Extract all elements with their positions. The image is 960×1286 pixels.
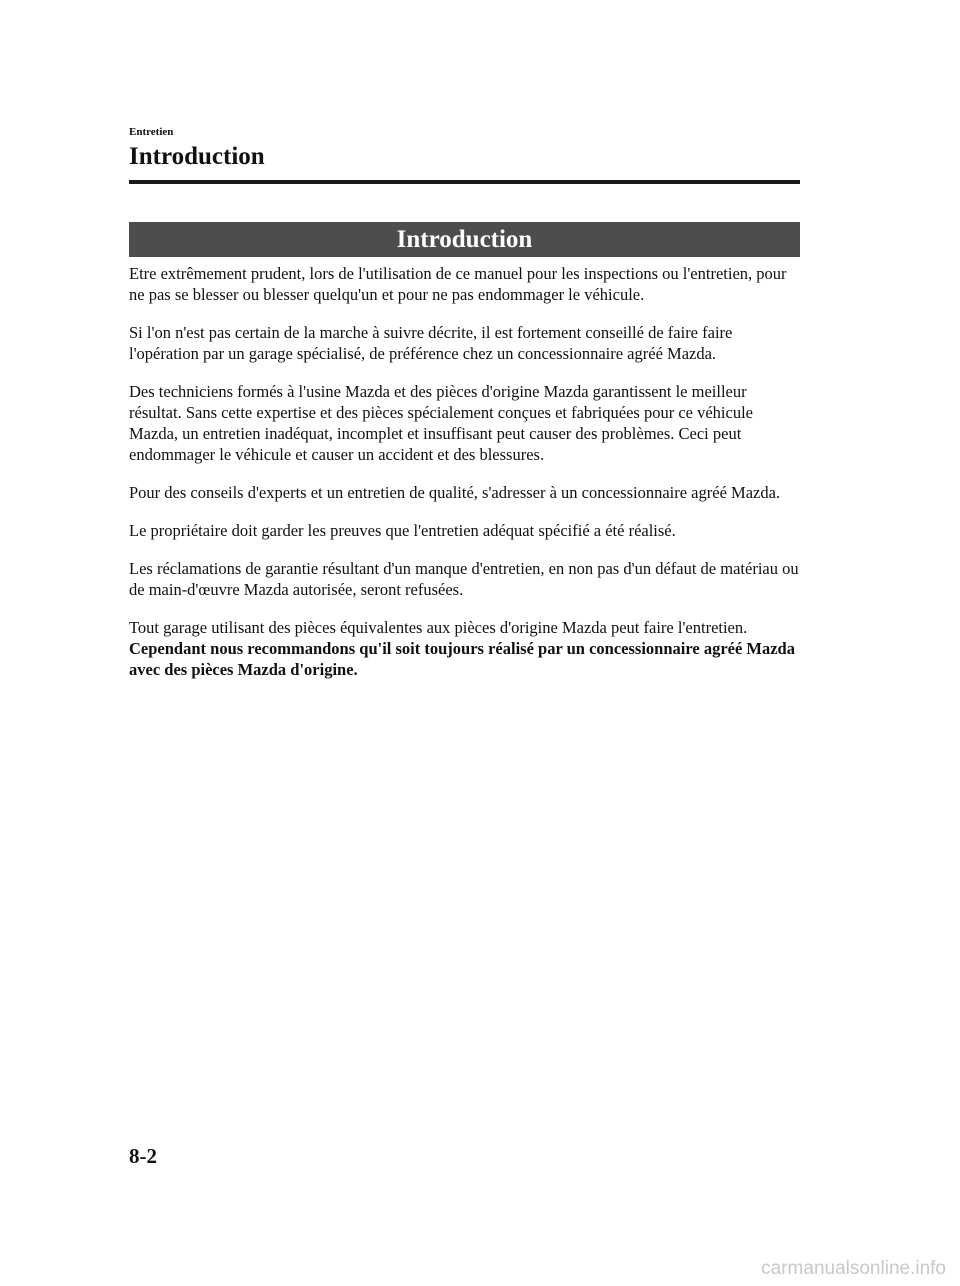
heading-divider xyxy=(129,180,800,184)
page-number: 8-2 xyxy=(129,1144,157,1168)
paragraph-warranty: Les réclamations de garantie résultant d'un manque d'entretien, en non pas d'un défaut de matériau ou de main-d'œuvre Mazda autorisée, seront refusées. xyxy=(129,559,799,599)
paragraph-recommendation-bold: Cependant nous recommandons qu'il soit toujours réalisé par un concessionnaire agréé Mazda avec des pièces Mazda d'origine. xyxy=(129,639,795,679)
paragraph-experts: Pour des conseils d'experts et un entretien de qualité, s'adresser à un concessionnaire agréé Mazda. xyxy=(129,483,781,502)
section-title: Introduction xyxy=(129,222,800,257)
page-title: Introduction xyxy=(129,143,265,170)
paragraph-proof: Le propriétaire doit garder les preuves que l'entretien adéquat spécifié a été réalisé. xyxy=(129,521,676,540)
paragraph-recommendation-text: Tout garage utilisant des pièces équivalentes aux pièces d'origine Mazda peut faire l'entretien. xyxy=(129,618,748,637)
body-content xyxy=(129,263,800,697)
paragraph-caution: Etre extrêmement prudent, lors de l'utilisation de ce manuel pour les inspections ou l'entretien, pour ne pas se blesser ou blesser quelqu'un et pour ne pas endommager le véhicule. xyxy=(129,264,787,304)
paragraph-technicians: Des techniciens formés à l'usine Mazda et des pièces d'origine Mazda garantissent le meilleur résultat. Sans cette expertise et des pièces spécialement conçues et fabriquées pour ce véhicule Mazda, un entretien inadéquat, incomplet et insuffisant peut causer des problèmes. Ceci peut endommager le véhicule et causer un accident et des blessures. xyxy=(129,382,753,464)
paragraph-uncertain: Si l'on n'est pas certain de la marche à suivre décrite, il est fortement conseillé de faire faire l'opération par un garage spécialisé, de préférence chez un concessionnaire agréé Mazda. xyxy=(129,323,733,363)
paragraph-recommendation xyxy=(129,617,800,680)
chapter-label: Entretien xyxy=(129,126,174,138)
watermark: carmanualsonline.info xyxy=(761,1258,946,1279)
